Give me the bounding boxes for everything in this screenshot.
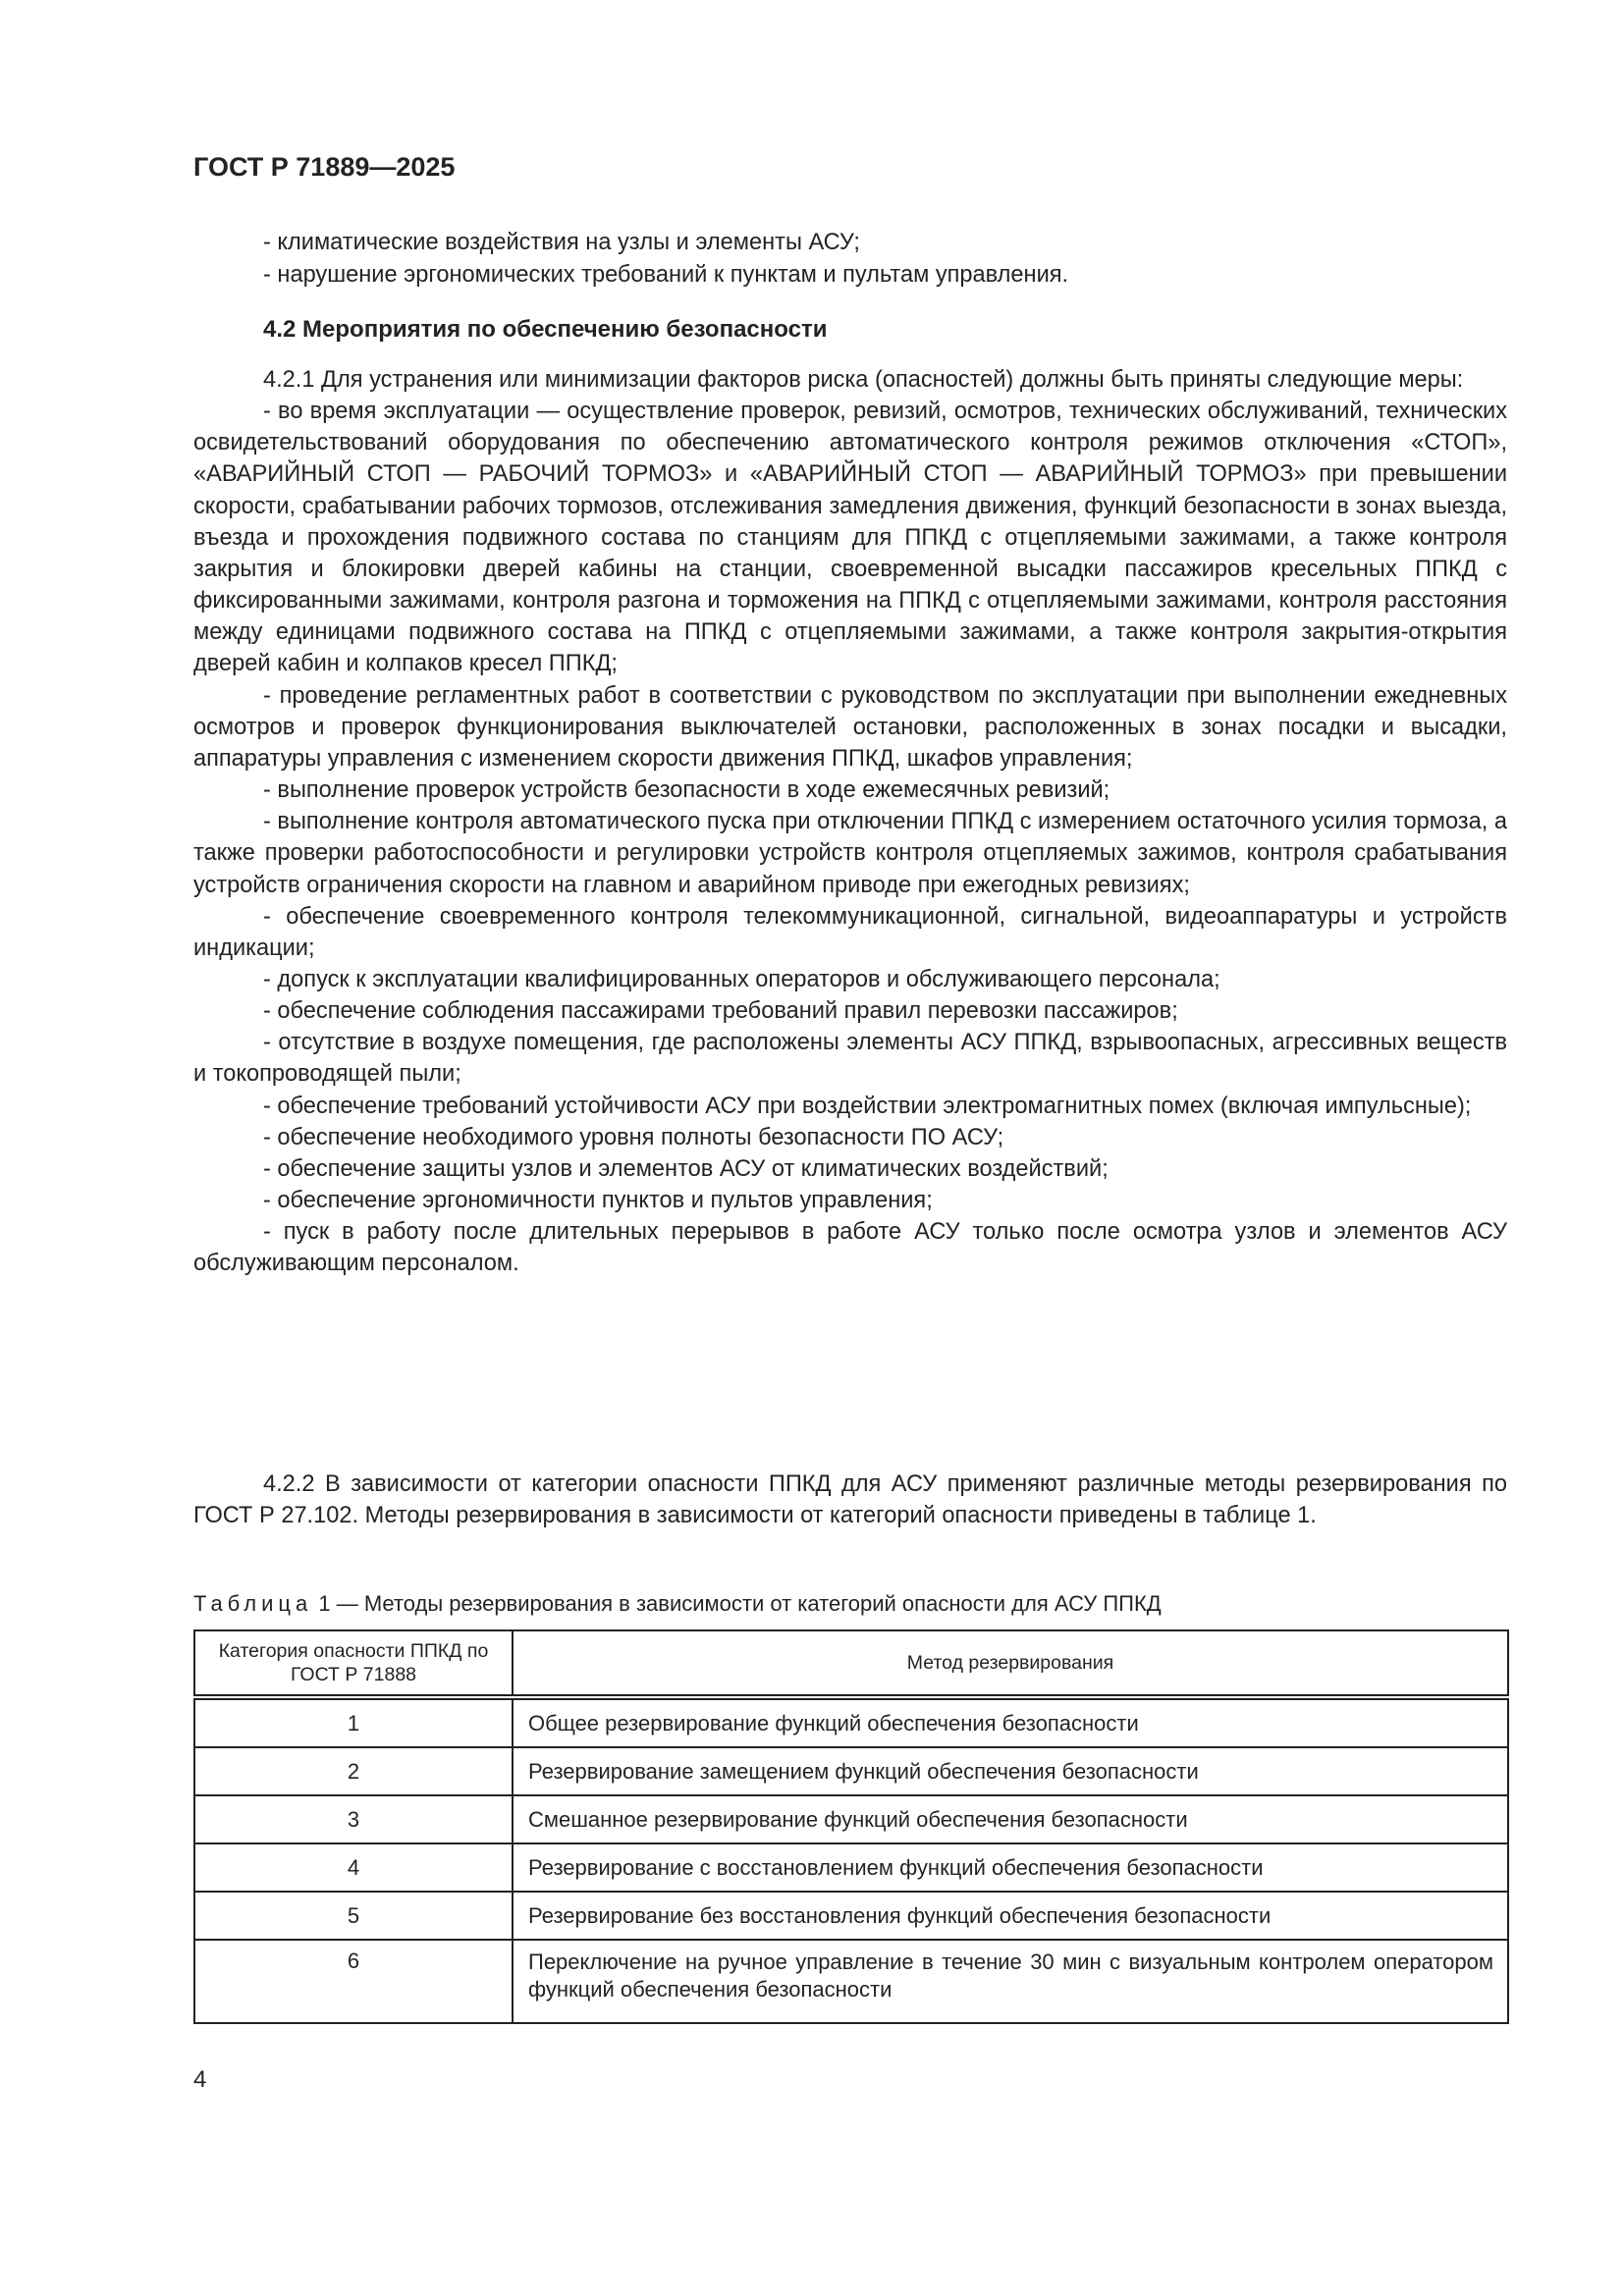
paragraph-4-2-1: 4.2.1 Для устранения или минимизации факторов риска (опасностей) должны быть приняты следующие меры: xyxy=(263,367,1464,393)
list-item: - климатические воздействия на узлы и элементы АСУ; xyxy=(263,230,860,255)
measure-item: - проведение регламентных работ в соответствии с руководством по эксплуатации при выполнении ежедневных осмотров и проверок функционирования выключателей остановки, расположенных в зонах посадки и высадки, аппаратуры управления с изменением скорости движения ППКД, шкафов управления; xyxy=(193,682,1507,772)
table-row xyxy=(194,1843,1508,1892)
cell-method: Переключение на ручное управление в течение 30 мин с визуальным контролем оператором функций обеспечения безопасности xyxy=(513,1940,1508,2023)
table-header-row xyxy=(194,1630,1508,1697)
measure-item: - обеспечение своевременного контроля телекоммуникационной, сигнальной, видеоаппаратуры и устройств индикации; xyxy=(193,903,1507,961)
header-category: Категория опасности ППКД по ГОСТ Р 71888 xyxy=(194,1630,513,1697)
section-body xyxy=(193,364,1507,1280)
document-title: ГОСТ Р 71889—2025 xyxy=(193,152,456,182)
cell-category: 6 xyxy=(194,1940,513,2023)
measure-item: - обеспечение эргономичности пунктов и пультов управления; xyxy=(263,1188,933,1214)
measure-item: - допуск к эксплуатации квалифицированных операторов и обслуживающего персонала; xyxy=(263,966,1220,992)
measure-item: - обеспечение соблюдения пассажирами требований правил перевозки пассажиров; xyxy=(263,998,1178,1025)
redundancy-methods-table xyxy=(193,1629,1509,2024)
cell-method: Смешанное резервирование функций обеспечения безопасности xyxy=(513,1795,1508,1843)
table-row xyxy=(194,1940,1508,2023)
measure-item: - пуск в работу после длительных перерывов в работе АСУ только после осмотра узлов и элементов АСУ обслуживающим персоналом. xyxy=(193,1219,1507,1277)
cell-category: 1 xyxy=(194,1697,513,1747)
table-row xyxy=(194,1697,1508,1747)
measure-item: - обеспечение требований устойчивости АСУ при воздействии электромагнитных помех (включая импульсные); xyxy=(263,1093,1472,1119)
cell-category: 5 xyxy=(194,1892,513,1940)
measure-item: - обеспечение защиты узлов и элементов АСУ от климатических воздействий; xyxy=(263,1155,1109,1182)
measure-item: - во время эксплуатации — осуществление проверок, ревизий, осмотров, технических обслуживаний, технических освидетельствований оборудования по обеспечению автоматического контроля режимов отключения «СТОП», «АВАРИЙНЫЙ СТОП — РАБОЧИЙ ТОРМОЗ» и «АВАРИЙНЫЙ СТОП — АВАРИЙНЫЙ ТОРМОЗ» при превышении скорости, срабатывании рабочих тормозов, отслеживания замедления движения, функций безопасности в зонах выезда, въезда и прохождения подвижного состава по станциям для ППКД с отцепляемыми зажимами, а также контроля закрытия и блокировки дверей кабины на станции, своевременной высадки пассажиров кресельных ППКД с фиксированными зажимами, контроля разгона и торможения на ППКД с отцепляемыми зажимами, контроля расстояния между единицами подвижного состава на ППКД с отцепляемыми зажимами, а также контроля закрытия-открытия дверей кабин и колпаков кресел ППКД; xyxy=(193,399,1507,677)
cell-category: 3 xyxy=(194,1795,513,1843)
measure-item: - отсутствие в воздухе помещения, где расположены элементы АСУ ППКД, взрывоопасных, агрессивных веществ и токопроводящей пыли; xyxy=(193,1030,1507,1088)
paragraph-4-2-2-block xyxy=(193,1468,1507,1531)
table-row xyxy=(194,1892,1508,1940)
table-caption xyxy=(193,1590,1162,1618)
list-item: - нарушение эргономических требований к пунктам и пультам управления. xyxy=(263,262,1069,288)
table-row xyxy=(194,1795,1508,1843)
measure-item: - выполнение контроля автоматического пуска при отключении ППКД с измерением остаточного усилия тормоза, а также проверки работоспособности и регулировки устройств контроля отцепляемых зажимов, контроля срабатывания устройств ограничения скорости на главном и аварийном приводе при ежегодных ревизиях; xyxy=(193,809,1507,898)
table-caption-text: 1 — Методы резервирования в зависимости от категорий опасности для АСУ ППКД xyxy=(312,1591,1162,1616)
page-number: 4 xyxy=(193,2066,207,2093)
cell-method: Общее резервирование функций обеспечения безопасности xyxy=(513,1697,1508,1747)
cell-method: Резервирование замещением функций обеспечения безопасности xyxy=(513,1747,1508,1795)
intro-list xyxy=(193,227,1507,292)
cell-method: Резервирование без восстановления функций обеспечения безопасности xyxy=(513,1892,1508,1940)
table-caption-label: Таблица xyxy=(193,1591,313,1616)
cell-category: 4 xyxy=(194,1843,513,1892)
measure-item: - обеспечение необходимого уровня полноты безопасности ПО АСУ; xyxy=(263,1124,1004,1150)
cell-category: 2 xyxy=(194,1747,513,1795)
header-method: Метод резервирования xyxy=(513,1630,1508,1697)
paragraph-4-2-2: 4.2.2 В зависимости от категории опасности ППКД для АСУ применяют различные методы резервирования по ГОСТ Р 27.102. Методы резервирования в зависимости от категорий опасности приведены в таблице 1. xyxy=(193,1471,1507,1529)
cell-method: Резервирование с восстановлением функций обеспечения безопасности xyxy=(513,1843,1508,1892)
section-heading: 4.2 Мероприятия по обеспечению безопасности xyxy=(263,316,828,343)
measure-item: - выполнение проверок устройств безопасности в ходе ежемесячных ревизий; xyxy=(263,777,1110,804)
table-row xyxy=(194,1747,1508,1795)
